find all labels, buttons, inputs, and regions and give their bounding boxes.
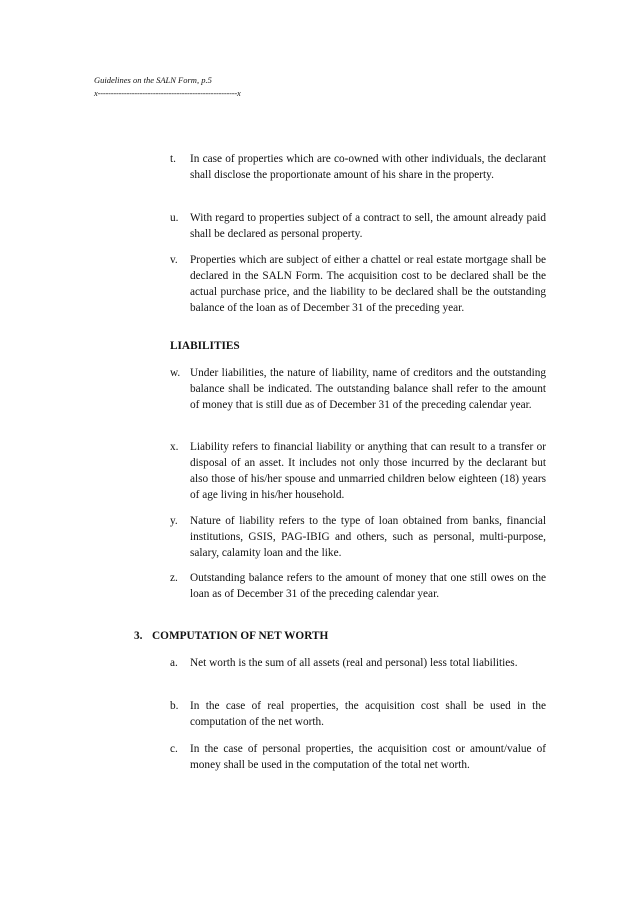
item-text: Liability refers to financial liability or anything that can result to a transfer or disposal of an asset. It includes not only those incurred by the declarant but also those of his/her spouse and unmarried children below eighteen (18) years of age living in his/her household. xyxy=(190,441,546,501)
list-item-u xyxy=(170,210,546,242)
list-item-b xyxy=(170,698,546,730)
item-label: w. xyxy=(170,367,181,379)
item-label: y. xyxy=(170,515,178,527)
list-item-x xyxy=(170,439,546,503)
item-text: Under liabilities, the nature of liability, name of creditors and the outstanding balance shall be indicated. The outstanding balance shall refer to the amount of money that is still due as of December 31 of the preceding calendar year. xyxy=(190,367,546,411)
list-item-v xyxy=(170,252,546,316)
list-item-t xyxy=(170,151,546,183)
item-text: Properties which are subject of either a chattel or real estate mortgage shall be declared in the SALN Form. The acquisition cost to be declared shall be the actual purchase price, and the liability to be declared shall be the outstanding balance of the loan as of December 31 of the preceding year. xyxy=(190,254,546,314)
list-item-w xyxy=(170,365,546,413)
section-title: COMPUTATION OF NET WORTH xyxy=(152,630,329,642)
item-label: z. xyxy=(170,572,178,584)
header-title: Guidelines on the SALN Form, p.5 xyxy=(94,75,212,85)
item-label: a. xyxy=(170,657,178,669)
item-text: In case of properties which are co-owned with other individuals, the declarant shall disclose the proportionate amount of his share in the property. xyxy=(190,153,546,181)
item-label: v. xyxy=(170,254,178,266)
section-heading xyxy=(134,628,328,644)
item-label: u. xyxy=(170,212,179,224)
item-text: Outstanding balance refers to the amount of money that one still owes on the loan as of December 31 of the preceding calendar year. xyxy=(190,572,546,600)
item-text: In the case of personal properties, the acquisition cost or amount/value of money shall be used in the computation of the total net worth. xyxy=(190,743,546,771)
list-item-z xyxy=(170,570,546,602)
item-text: In the case of real properties, the acquisition cost shall be used in the computation of the net worth. xyxy=(190,700,546,728)
item-text: With regard to properties subject of a contract to sell, the amount already paid shall be declared as personal property. xyxy=(190,212,546,240)
item-label: x. xyxy=(170,441,179,453)
page-header xyxy=(94,74,241,100)
item-label: b. xyxy=(170,700,179,712)
header-separator: x-----------------------------------------------------x xyxy=(94,88,241,98)
item-text: Net worth is the sum of all assets (real and personal) less total liabilities. xyxy=(190,657,518,669)
item-label: c. xyxy=(170,743,178,755)
liabilities-heading: LIABILITIES xyxy=(170,340,240,352)
list-item-a xyxy=(170,655,546,671)
section-number: 3. xyxy=(134,630,143,642)
list-item-c xyxy=(170,741,546,773)
item-text: Nature of liability refers to the type of loan obtained from banks, financial institutions, GSIS, PAG-IBIG and others, such as personal, multi-purpose, salary, calamity loan and the like. xyxy=(190,515,546,559)
list-item-y xyxy=(170,513,546,561)
item-label: t. xyxy=(170,153,176,165)
